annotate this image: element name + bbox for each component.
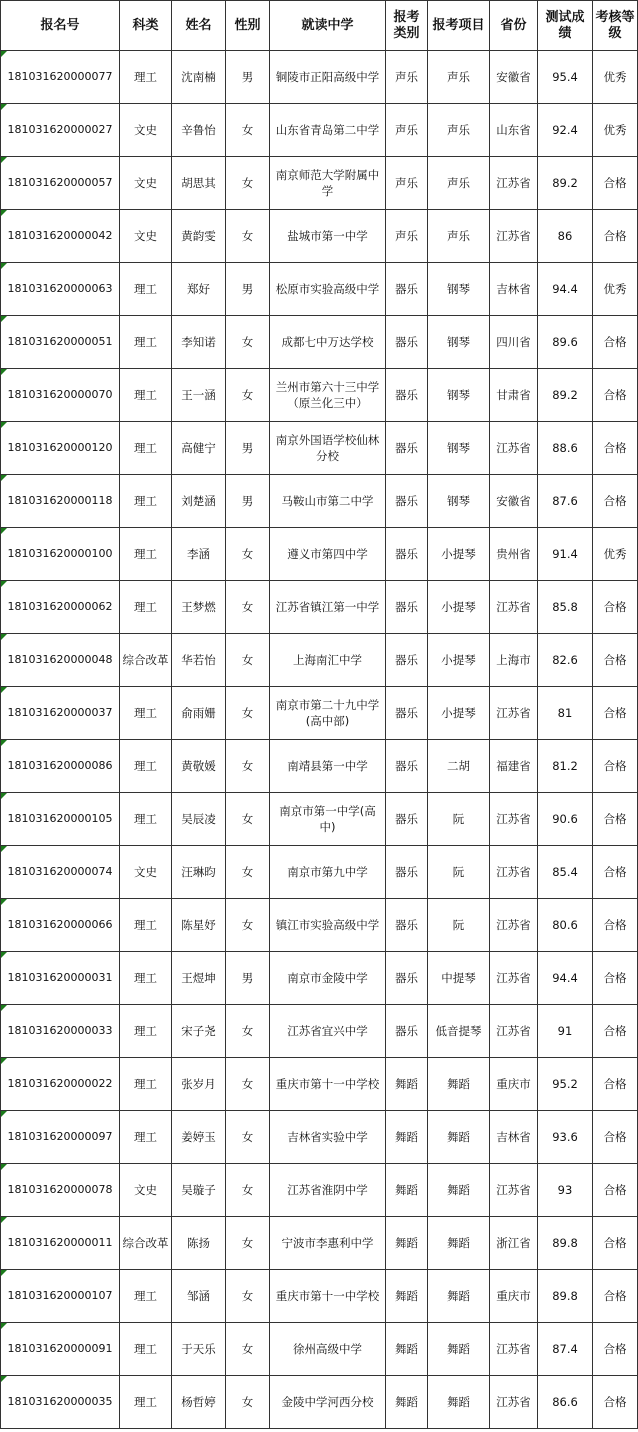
cell-exam-item: 二胡 (428, 740, 490, 793)
cell-score: 82.6 (538, 634, 593, 687)
cell-school: 金陵中学河西分校 (270, 1376, 386, 1429)
cell-exam-category: 器乐 (386, 740, 428, 793)
table-row (1, 1217, 638, 1270)
cell-grade: 合格 (593, 1270, 638, 1323)
table-body (1, 51, 638, 1429)
cell-exam-item: 钢琴 (428, 422, 490, 475)
cell-school: 松原市实验高级中学 (270, 263, 386, 316)
cell-name: 吴璇子 (172, 1164, 226, 1217)
cell-subject-track: 理工 (120, 51, 172, 104)
cell-subject-track: 理工 (120, 1111, 172, 1164)
cell-school: 江苏省宜兴中学 (270, 1005, 386, 1058)
table-row (1, 51, 638, 104)
table-row (1, 846, 638, 899)
table-row (1, 475, 638, 528)
table-row (1, 1164, 638, 1217)
cell-exam-category: 舞蹈 (386, 1164, 428, 1217)
cell-province: 江苏省 (490, 1164, 538, 1217)
cell-score: 86.6 (538, 1376, 593, 1429)
cell-score: 81 (538, 687, 593, 740)
cell-score: 91.4 (538, 528, 593, 581)
cell-registration-no: 181031620000070 (1, 369, 120, 422)
table-row (1, 1111, 638, 1164)
cell-registration-no: 181031620000022 (1, 1058, 120, 1111)
cell-name: 辛鲁怡 (172, 104, 226, 157)
cell-subject-track: 理工 (120, 793, 172, 846)
cell-gender: 女 (226, 157, 270, 210)
cell-exam-item: 小提琴 (428, 687, 490, 740)
cell-subject-track: 综合改革 (120, 1217, 172, 1270)
cell-grade: 合格 (593, 687, 638, 740)
header-school: 就读中学 (270, 1, 386, 51)
cell-subject-track: 文史 (120, 104, 172, 157)
cell-gender: 女 (226, 1323, 270, 1376)
cell-province: 吉林省 (490, 263, 538, 316)
cell-exam-item: 低音提琴 (428, 1005, 490, 1058)
cell-exam-item: 舞蹈 (428, 1323, 490, 1376)
cell-grade: 合格 (593, 1005, 638, 1058)
cell-registration-no: 181031620000063 (1, 263, 120, 316)
cell-province: 江苏省 (490, 210, 538, 263)
cell-school: 遵义市第四中学 (270, 528, 386, 581)
header-score: 测试成绩 (538, 1, 593, 51)
cell-province: 重庆市 (490, 1058, 538, 1111)
cell-exam-category: 舞蹈 (386, 1111, 428, 1164)
cell-subject-track: 理工 (120, 952, 172, 1005)
cell-gender: 女 (226, 316, 270, 369)
cell-gender: 女 (226, 899, 270, 952)
cell-registration-no: 181031620000027 (1, 104, 120, 157)
cell-subject-track: 理工 (120, 369, 172, 422)
cell-score: 94.4 (538, 263, 593, 316)
header-name: 姓名 (172, 1, 226, 51)
cell-province: 浙江省 (490, 1217, 538, 1270)
cell-province: 江苏省 (490, 1323, 538, 1376)
cell-province: 江苏省 (490, 793, 538, 846)
cell-registration-no: 181031620000077 (1, 51, 120, 104)
table-row (1, 581, 638, 634)
cell-registration-no: 181031620000051 (1, 316, 120, 369)
table-row (1, 528, 638, 581)
cell-name: 俞雨姗 (172, 687, 226, 740)
cell-exam-category: 器乐 (386, 793, 428, 846)
header-subject-track: 科类 (120, 1, 172, 51)
cell-name: 黄敬媛 (172, 740, 226, 793)
cell-grade: 优秀 (593, 104, 638, 157)
cell-grade: 合格 (593, 369, 638, 422)
cell-registration-no: 181031620000042 (1, 210, 120, 263)
cell-registration-no: 181031620000011 (1, 1217, 120, 1270)
cell-subject-track: 理工 (120, 316, 172, 369)
cell-school: 山东省青岛第二中学 (270, 104, 386, 157)
cell-province: 安徽省 (490, 475, 538, 528)
cell-exam-category: 器乐 (386, 899, 428, 952)
cell-subject-track: 理工 (120, 422, 172, 475)
cell-province: 贵州省 (490, 528, 538, 581)
cell-registration-no: 181031620000097 (1, 1111, 120, 1164)
cell-province: 江苏省 (490, 899, 538, 952)
cell-exam-item: 小提琴 (428, 528, 490, 581)
cell-exam-item: 小提琴 (428, 581, 490, 634)
table-row (1, 104, 638, 157)
cell-name: 杨哲婷 (172, 1376, 226, 1429)
cell-registration-no: 181031620000057 (1, 157, 120, 210)
cell-exam-category: 声乐 (386, 104, 428, 157)
cell-grade: 合格 (593, 210, 638, 263)
cell-school: 重庆市第十一中学校 (270, 1270, 386, 1323)
cell-province: 上海市 (490, 634, 538, 687)
cell-exam-item: 声乐 (428, 210, 490, 263)
cell-province: 重庆市 (490, 1270, 538, 1323)
cell-gender: 女 (226, 210, 270, 263)
cell-gender: 男 (226, 263, 270, 316)
cell-registration-no: 181031620000074 (1, 846, 120, 899)
cell-name: 张岁月 (172, 1058, 226, 1111)
cell-registration-no: 181031620000120 (1, 422, 120, 475)
cell-school: 江苏省淮阴中学 (270, 1164, 386, 1217)
cell-exam-item: 钢琴 (428, 475, 490, 528)
cell-gender: 男 (226, 952, 270, 1005)
cell-province: 江苏省 (490, 1005, 538, 1058)
cell-subject-track: 理工 (120, 1376, 172, 1429)
cell-score: 88.6 (538, 422, 593, 475)
cell-exam-item: 声乐 (428, 51, 490, 104)
cell-subject-track: 理工 (120, 1323, 172, 1376)
cell-gender: 女 (226, 104, 270, 157)
cell-school: 南京师范大学附属中学 (270, 157, 386, 210)
cell-gender: 女 (226, 846, 270, 899)
cell-gender: 女 (226, 1217, 270, 1270)
cell-school: 南靖县第一中学 (270, 740, 386, 793)
cell-grade: 合格 (593, 157, 638, 210)
cell-gender: 女 (226, 1270, 270, 1323)
cell-exam-category: 声乐 (386, 157, 428, 210)
cell-grade: 合格 (593, 899, 638, 952)
header-row (1, 1, 638, 51)
cell-exam-category: 舞蹈 (386, 1323, 428, 1376)
cell-school: 成都七中万达学校 (270, 316, 386, 369)
cell-province: 福建省 (490, 740, 538, 793)
cell-exam-category: 器乐 (386, 528, 428, 581)
cell-school: 徐州高级中学 (270, 1323, 386, 1376)
cell-score: 80.6 (538, 899, 593, 952)
cell-exam-item: 舞蹈 (428, 1270, 490, 1323)
cell-exam-category: 器乐 (386, 369, 428, 422)
cell-province: 四川省 (490, 316, 538, 369)
cell-grade: 合格 (593, 740, 638, 793)
table-row (1, 952, 638, 1005)
cell-school: 南京市金陵中学 (270, 952, 386, 1005)
cell-score: 93.6 (538, 1111, 593, 1164)
table-row (1, 793, 638, 846)
cell-province: 江苏省 (490, 846, 538, 899)
cell-exam-category: 器乐 (386, 422, 428, 475)
cell-name: 汪琳昀 (172, 846, 226, 899)
cell-exam-category: 器乐 (386, 846, 428, 899)
cell-name: 王梦燃 (172, 581, 226, 634)
table-row (1, 210, 638, 263)
cell-subject-track: 理工 (120, 1005, 172, 1058)
cell-score: 92.4 (538, 104, 593, 157)
cell-name: 沈南楠 (172, 51, 226, 104)
table-row (1, 369, 638, 422)
cell-name: 李涵 (172, 528, 226, 581)
header-grade: 考核等级 (593, 1, 638, 51)
cell-subject-track: 文史 (120, 157, 172, 210)
table-row (1, 1058, 638, 1111)
cell-registration-no: 181031620000078 (1, 1164, 120, 1217)
cell-subject-track: 理工 (120, 528, 172, 581)
table-row (1, 1005, 638, 1058)
cell-exam-category: 声乐 (386, 51, 428, 104)
table-row (1, 634, 638, 687)
cell-score: 86 (538, 210, 593, 263)
cell-registration-no: 181031620000031 (1, 952, 120, 1005)
cell-exam-category: 器乐 (386, 581, 428, 634)
cell-registration-no: 181031620000100 (1, 528, 120, 581)
cell-grade: 合格 (593, 952, 638, 1005)
cell-subject-track: 理工 (120, 740, 172, 793)
cell-grade: 合格 (593, 1376, 638, 1429)
header-exam-item: 报考项目 (428, 1, 490, 51)
cell-name: 郑好 (172, 263, 226, 316)
cell-score: 93 (538, 1164, 593, 1217)
cell-score: 85.4 (538, 846, 593, 899)
table-row (1, 422, 638, 475)
cell-exam-item: 小提琴 (428, 634, 490, 687)
cell-score: 81.2 (538, 740, 593, 793)
cell-registration-no: 181031620000107 (1, 1270, 120, 1323)
cell-gender: 女 (226, 369, 270, 422)
cell-gender: 女 (226, 1164, 270, 1217)
cell-exam-category: 舞蹈 (386, 1217, 428, 1270)
cell-subject-track: 理工 (120, 1270, 172, 1323)
cell-school: 宁波市李惠利中学 (270, 1217, 386, 1270)
cell-gender: 男 (226, 475, 270, 528)
cell-grade: 合格 (593, 422, 638, 475)
cell-school: 重庆市第十一中学校 (270, 1058, 386, 1111)
cell-exam-item: 舞蹈 (428, 1376, 490, 1429)
cell-registration-no: 181031620000066 (1, 899, 120, 952)
cell-subject-track: 文史 (120, 210, 172, 263)
cell-exam-item: 舞蹈 (428, 1164, 490, 1217)
cell-name: 吴辰凌 (172, 793, 226, 846)
cell-name: 于天乐 (172, 1323, 226, 1376)
cell-registration-no: 181031620000118 (1, 475, 120, 528)
cell-name: 黄韵雯 (172, 210, 226, 263)
cell-school: 镇江市实验高级中学 (270, 899, 386, 952)
cell-exam-item: 中提琴 (428, 952, 490, 1005)
cell-school: 江苏省镇江第一中学 (270, 581, 386, 634)
cell-score: 85.8 (538, 581, 593, 634)
cell-grade: 合格 (593, 1217, 638, 1270)
cell-grade: 合格 (593, 793, 638, 846)
header-province: 省份 (490, 1, 538, 51)
cell-exam-category: 器乐 (386, 263, 428, 316)
cell-subject-track: 综合改革 (120, 634, 172, 687)
header-registration-no: 报名号 (1, 1, 120, 51)
cell-name: 高健宁 (172, 422, 226, 475)
cell-exam-category: 声乐 (386, 210, 428, 263)
cell-score: 89.2 (538, 369, 593, 422)
cell-grade: 合格 (593, 846, 638, 899)
cell-school: 上海南汇中学 (270, 634, 386, 687)
cell-name: 王一涵 (172, 369, 226, 422)
cell-exam-item: 阮 (428, 793, 490, 846)
cell-grade: 合格 (593, 316, 638, 369)
cell-province: 江苏省 (490, 581, 538, 634)
cell-gender: 女 (226, 793, 270, 846)
cell-name: 姜婷玉 (172, 1111, 226, 1164)
table-row (1, 1270, 638, 1323)
cell-exam-category: 舞蹈 (386, 1376, 428, 1429)
cell-subject-track: 文史 (120, 846, 172, 899)
cell-gender: 女 (226, 1376, 270, 1429)
cell-gender: 男 (226, 51, 270, 104)
cell-name: 王煜坤 (172, 952, 226, 1005)
cell-score: 89.2 (538, 157, 593, 210)
cell-exam-item: 舞蹈 (428, 1217, 490, 1270)
cell-exam-item: 阮 (428, 846, 490, 899)
cell-school: 铜陵市正阳高级中学 (270, 51, 386, 104)
cell-score: 89.8 (538, 1217, 593, 1270)
cell-subject-track: 理工 (120, 1058, 172, 1111)
cell-registration-no: 181031620000035 (1, 1376, 120, 1429)
cell-province: 江苏省 (490, 422, 538, 475)
cell-province: 江苏省 (490, 1376, 538, 1429)
cell-province: 江苏省 (490, 952, 538, 1005)
cell-name: 刘楚涵 (172, 475, 226, 528)
cell-grade: 合格 (593, 581, 638, 634)
cell-exam-category: 器乐 (386, 952, 428, 1005)
cell-name: 华若怡 (172, 634, 226, 687)
cell-registration-no: 181031620000105 (1, 793, 120, 846)
cell-exam-item: 阮 (428, 899, 490, 952)
cell-school: 南京市第九中学 (270, 846, 386, 899)
cell-grade: 合格 (593, 1164, 638, 1217)
header-gender: 性别 (226, 1, 270, 51)
cell-registration-no: 181031620000062 (1, 581, 120, 634)
header-exam-category: 报考类别 (386, 1, 428, 51)
table-row (1, 316, 638, 369)
cell-name: 李知诺 (172, 316, 226, 369)
cell-score: 89.6 (538, 316, 593, 369)
cell-score: 91 (538, 1005, 593, 1058)
cell-gender: 女 (226, 1058, 270, 1111)
cell-score: 94.4 (538, 952, 593, 1005)
cell-subject-track: 理工 (120, 475, 172, 528)
cell-name: 陈扬 (172, 1217, 226, 1270)
cell-gender: 女 (226, 634, 270, 687)
cell-exam-category: 器乐 (386, 1005, 428, 1058)
cell-gender: 女 (226, 1111, 270, 1164)
cell-school: 盐城市第一中学 (270, 210, 386, 263)
cell-subject-track: 理工 (120, 263, 172, 316)
cell-exam-category: 舞蹈 (386, 1270, 428, 1323)
cell-grade: 优秀 (593, 528, 638, 581)
cell-exam-category: 器乐 (386, 634, 428, 687)
cell-school: 南京市第二十九中学(高中部) (270, 687, 386, 740)
cell-name: 胡思其 (172, 157, 226, 210)
table-row (1, 157, 638, 210)
table-row (1, 687, 638, 740)
cell-exam-category: 舞蹈 (386, 1058, 428, 1111)
cell-grade: 合格 (593, 475, 638, 528)
cell-score: 95.2 (538, 1058, 593, 1111)
cell-grade: 合格 (593, 634, 638, 687)
cell-grade: 优秀 (593, 51, 638, 104)
cell-registration-no: 181031620000091 (1, 1323, 120, 1376)
cell-province: 甘肃省 (490, 369, 538, 422)
cell-province: 江苏省 (490, 687, 538, 740)
cell-registration-no: 181031620000037 (1, 687, 120, 740)
cell-gender: 女 (226, 528, 270, 581)
cell-gender: 女 (226, 740, 270, 793)
cell-score: 89.8 (538, 1270, 593, 1323)
cell-exam-item: 声乐 (428, 104, 490, 157)
cell-name: 陈星妤 (172, 899, 226, 952)
cell-exam-item: 声乐 (428, 157, 490, 210)
cell-registration-no: 181031620000048 (1, 634, 120, 687)
cell-school: 马鞍山市第二中学 (270, 475, 386, 528)
cell-school: 兰州市第六十三中学（原兰化三中） (270, 369, 386, 422)
cell-score: 95.4 (538, 51, 593, 104)
table-row (1, 740, 638, 793)
cell-name: 邹涵 (172, 1270, 226, 1323)
cell-exam-category: 器乐 (386, 475, 428, 528)
cell-registration-no: 181031620000033 (1, 1005, 120, 1058)
cell-exam-item: 钢琴 (428, 369, 490, 422)
cell-gender: 女 (226, 581, 270, 634)
cell-name: 宋子尧 (172, 1005, 226, 1058)
cell-grade: 合格 (593, 1058, 638, 1111)
cell-province: 吉林省 (490, 1111, 538, 1164)
cell-school: 南京市第一中学(高中) (270, 793, 386, 846)
table-row (1, 263, 638, 316)
cell-score: 90.6 (538, 793, 593, 846)
cell-grade: 合格 (593, 1323, 638, 1376)
cell-gender: 女 (226, 1005, 270, 1058)
cell-subject-track: 理工 (120, 581, 172, 634)
table-row (1, 899, 638, 952)
cell-score: 87.6 (538, 475, 593, 528)
cell-exam-item: 钢琴 (428, 263, 490, 316)
cell-school: 南京外国语学校仙林分校 (270, 422, 386, 475)
cell-school: 吉林省实验中学 (270, 1111, 386, 1164)
cell-exam-category: 器乐 (386, 687, 428, 740)
cell-province: 安徽省 (490, 51, 538, 104)
cell-grade: 优秀 (593, 263, 638, 316)
cell-exam-item: 钢琴 (428, 316, 490, 369)
cell-grade: 合格 (593, 1111, 638, 1164)
cell-province: 江苏省 (490, 157, 538, 210)
cell-province: 山东省 (490, 104, 538, 157)
cell-exam-item: 舞蹈 (428, 1111, 490, 1164)
cell-score: 87.4 (538, 1323, 593, 1376)
cell-exam-category: 器乐 (386, 316, 428, 369)
table-row (1, 1323, 638, 1376)
cell-gender: 女 (226, 687, 270, 740)
cell-subject-track: 理工 (120, 899, 172, 952)
cell-registration-no: 181031620000086 (1, 740, 120, 793)
table-row (1, 1376, 638, 1429)
cell-subject-track: 文史 (120, 1164, 172, 1217)
cell-subject-track: 理工 (120, 687, 172, 740)
cell-exam-item: 舞蹈 (428, 1058, 490, 1111)
cell-gender: 男 (226, 422, 270, 475)
